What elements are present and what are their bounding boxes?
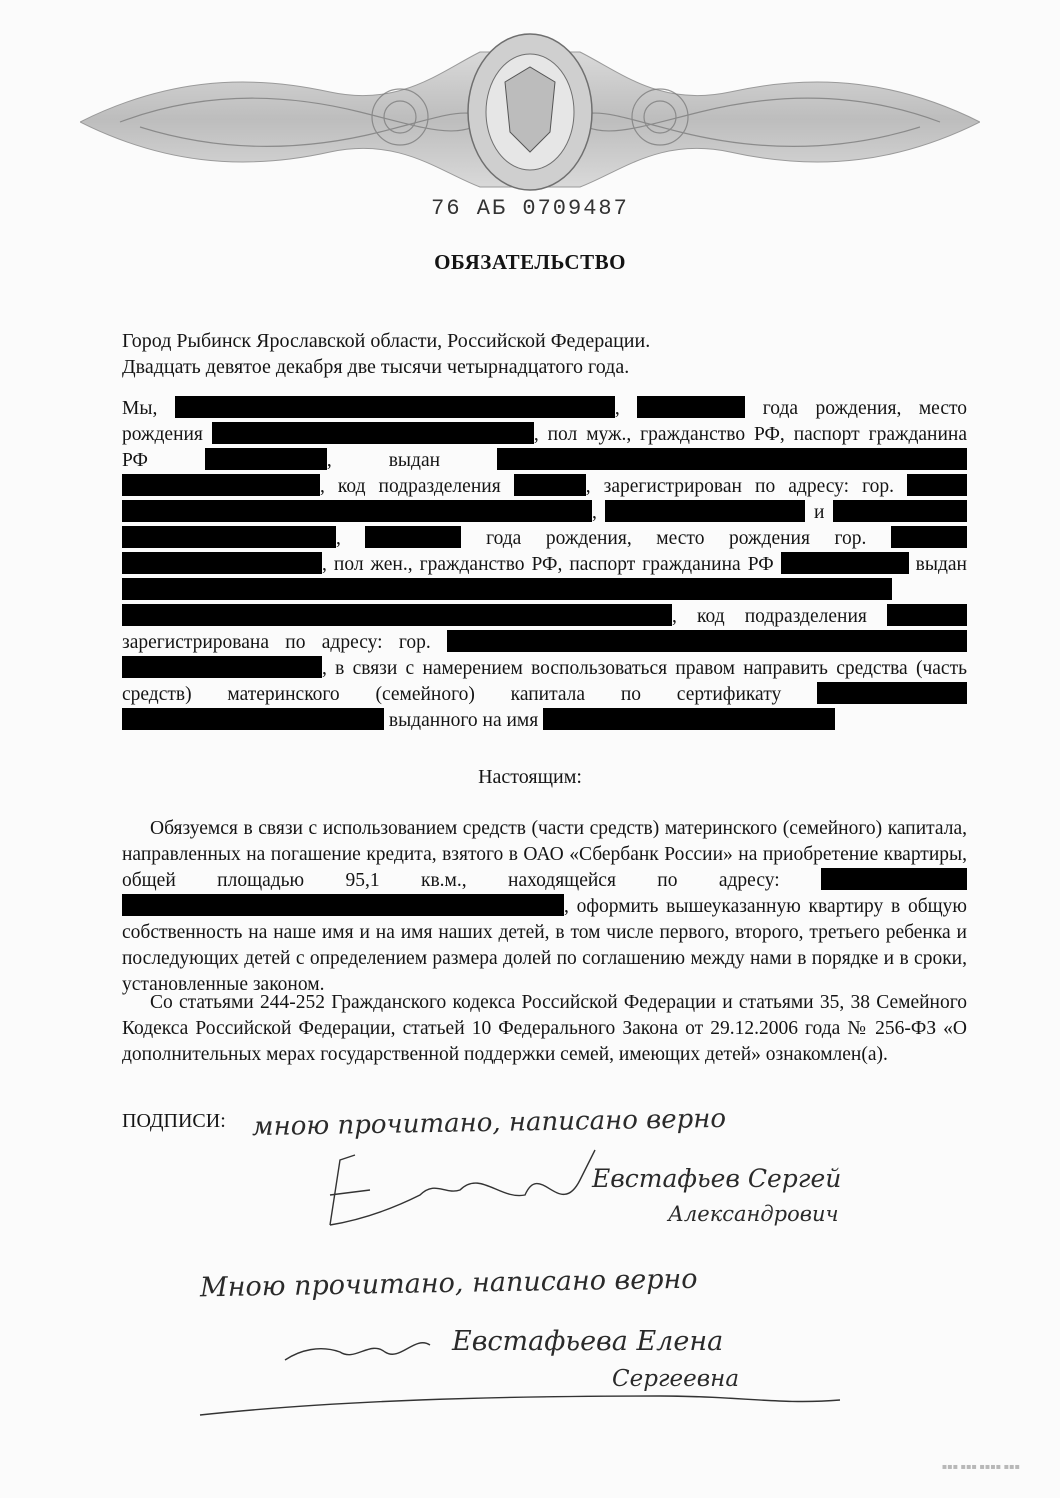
redaction-block [833, 500, 967, 522]
text-segment: , зарегистрирован по адресу: гор. [585, 476, 894, 497]
redaction-block [122, 526, 336, 548]
redaction-block [514, 474, 586, 496]
handwritten-note-2: Мною прочитано, написано верно [199, 1263, 698, 1304]
text-segment: выдан [915, 554, 967, 575]
text-segment: , код подразделения [672, 606, 867, 627]
legal-acknowledgement-paragraph [122, 990, 967, 1068]
fine-print-mark: ▪▪▪ ▪▪▪ ▪▪▪▪ ▪▪▪ [941, 1462, 1020, 1471]
date-line: Двадцать девятое декабря две тысячи четырнадцатого года. [122, 356, 630, 378]
redaction-block [781, 552, 909, 574]
redaction-block [821, 868, 967, 890]
text-segment: зарегистрирована по адресу: гор. [122, 632, 431, 653]
text-segment: Обязуемся в связи с использованием средств (части средств) материнского (семейного) капитала, направленных на погашение кредита, взятого в ОАО «Сбербанк России» на приобретение квартиры, общей площадью 95,1 кв.м., находящейся по адресу: [122, 818, 967, 891]
handwritten-patronymic-2: Сергеевна [612, 1366, 740, 1392]
redaction-block [497, 448, 967, 470]
text-segment: выданного на имя [388, 710, 539, 731]
signature-2-mark [285, 1343, 430, 1360]
redaction-block [891, 526, 967, 548]
handwritten-patronymic-1: Александрович [668, 1202, 839, 1226]
redaction-block [543, 708, 835, 730]
redaction-block [122, 656, 322, 678]
signatures-area [180, 1100, 960, 1420]
text-segment: года рождения, место рождения гор. [486, 528, 867, 549]
text-segment: , [614, 398, 620, 419]
text-segment: , код подразделения [320, 476, 501, 497]
parties-paragraph [122, 396, 967, 734]
place-and-date [122, 328, 650, 380]
text-segment: и [814, 502, 825, 523]
redaction-block [122, 894, 564, 916]
redaction-block [365, 526, 461, 548]
handwritten-name-2: Евстафьева Елена [452, 1326, 724, 1357]
redaction-block [122, 500, 592, 522]
bottom-flourish [200, 1396, 840, 1415]
redaction-block [122, 708, 384, 730]
redaction-block [122, 578, 892, 600]
text-segment: , пол жен., гражданство РФ, паспорт гражданина РФ [322, 554, 774, 575]
legal-acknowledgement-text: Со статьями 244-252 Гражданского кодекса Российской Федерации и статьями 35, 38 Семейного Кодекса Российской Федерации, статьей 10 Федерального Закона от 29.12.2006 года № 256-ФЗ «О дополнительных мерах государственной поддержки семей, имеющих детей» ознакомлен(а). [122, 992, 967, 1065]
signatures-label: ПОДПИСИ: [122, 1110, 226, 1132]
text-segment: , в связи с намерением воспользоваться правом направить средства (часть средств) материнского (семейного) капитала по сертификату [122, 658, 967, 705]
redaction-block [637, 396, 745, 418]
redaction-block [907, 474, 967, 496]
document-title: ОБЯЗАТЕЛЬСТВО [434, 250, 626, 274]
redaction-block [605, 500, 805, 522]
text-segment: , оформить вышеуказанную квартиру в общую собственность на наше имя и на имя наших детей, в том числе первого, второго, третьего ребенка и последующих детей с определением размера долей по соглашению между нами в порядке и в сроки, установленные законом. [122, 896, 967, 995]
handwritten-name-1: Евстафьев Сергей [592, 1164, 842, 1193]
guilloche-ornament-band [80, 12, 980, 192]
obligation-paragraph [122, 816, 967, 998]
redaction-block [175, 396, 615, 418]
text-segment: , [336, 528, 341, 549]
redaction-block [447, 630, 967, 652]
text-segment: , [592, 502, 597, 523]
signature-strokes [180, 1100, 960, 1420]
place-line: Город Рыбинск Ярославской области, Российской Федерации. [122, 330, 651, 352]
redaction-block [122, 604, 672, 626]
redaction-block [205, 448, 327, 470]
text-segment: , пол муж., гражданство РФ, паспорт гражданина РФ [122, 424, 967, 471]
form-serial-number: 76 АБ 0709487 [431, 196, 629, 221]
signature-1-mark [330, 1150, 595, 1225]
redaction-block [817, 682, 967, 704]
redaction-block [122, 474, 320, 496]
text-segment: года рождения, место рождения [122, 398, 967, 445]
text-segment: , выдан [326, 450, 441, 471]
redaction-block [887, 604, 967, 626]
redaction-block [212, 422, 534, 444]
redaction-block [122, 552, 322, 574]
now-heading: Настоящим: [478, 766, 582, 788]
handwritten-note-1: мною прочитано, написано верно [251, 1103, 727, 1143]
text-segment: Мы, [122, 398, 158, 419]
